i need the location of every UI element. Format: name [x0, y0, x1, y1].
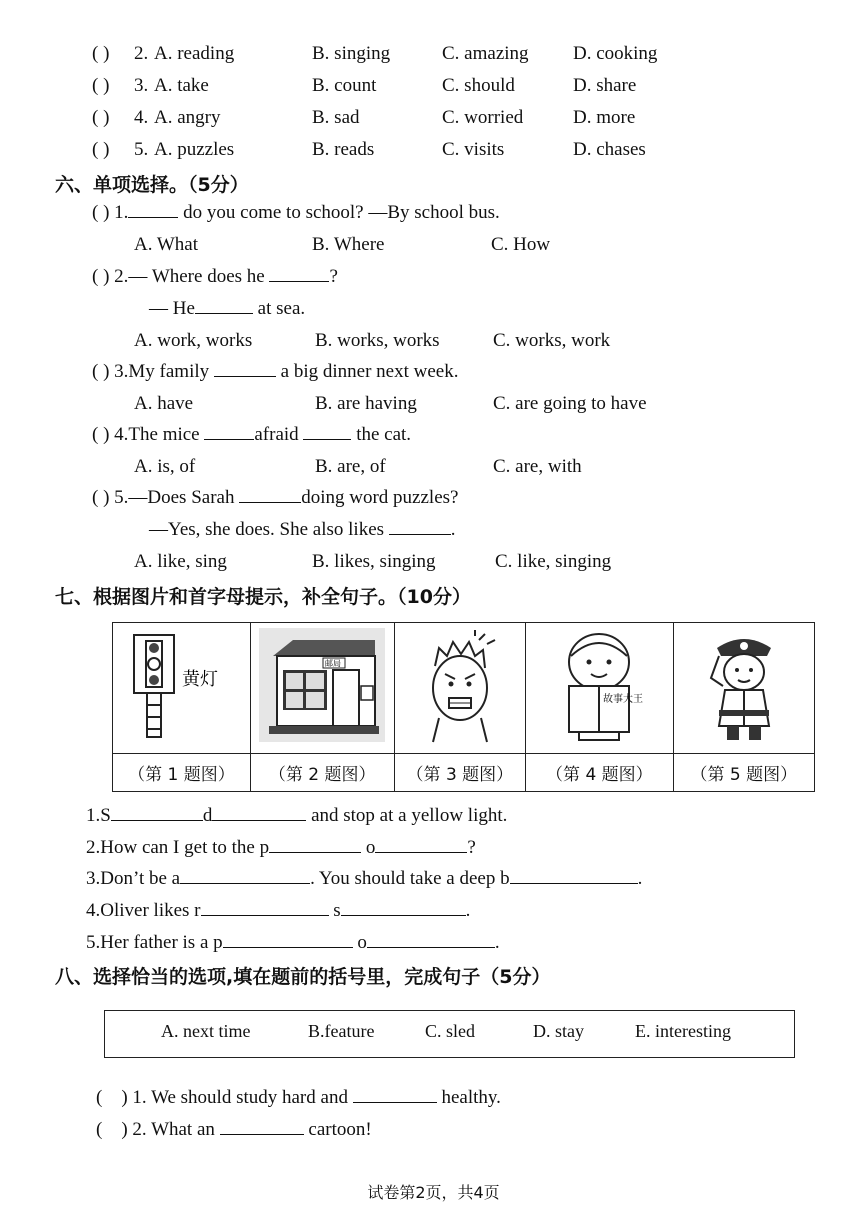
q6-2-opt-c: C. works, work: [493, 330, 611, 351]
section8-heading: 八、选择恰当的选项,填在题前的括号里，完成句子（5分）: [55, 966, 551, 988]
caption-3: （第 3 题图）: [394, 753, 526, 791]
q6-1-opt-c: C. How: [491, 234, 551, 255]
reading-boy-picture: [526, 623, 673, 754]
post-office-sign: 邮局: [325, 659, 342, 669]
q6-1-opt-b: B. Where: [312, 234, 385, 255]
q5-3-bracket: ( ): [92, 75, 110, 96]
q5-5-opt-b: B. reads: [312, 139, 375, 160]
q6-1-opt-a: A. What: [134, 234, 199, 255]
word-b: B.feature: [308, 1021, 375, 1041]
q6-2-opt-a: A. work, works: [134, 330, 253, 351]
q5-2-opt-b: B. singing: [312, 43, 391, 64]
q5-3-number: 3.: [134, 75, 149, 96]
word-c: C. sled: [425, 1021, 476, 1041]
s7-5: 5.Her father is a p o .: [86, 932, 500, 953]
section6-heading: 六、单项选择。（5分）: [55, 174, 249, 196]
q6-2-opt-b: B. works, works: [315, 330, 440, 351]
s7-2: 2.How can I get to the p o ?: [86, 837, 476, 858]
traffic-light-label: 黄灯: [182, 669, 219, 691]
caption-4: （第 4 题图）: [526, 753, 673, 791]
q5-4-opt-b: B. sad: [312, 107, 360, 128]
q5-4-number: 4.: [134, 107, 149, 128]
q5-2-bracket: ( ): [92, 43, 110, 64]
q6-2: ( ) 2.— Where does he ?: [92, 266, 338, 287]
q8-2: ( ) 2. What an cartoon!: [96, 1119, 372, 1140]
q6-5-opt-c: C. like, singing: [495, 551, 612, 572]
q6-4-opt-c: C. are, with: [493, 456, 582, 477]
traffic-light-picture: [113, 623, 251, 754]
q6-4-opt-a: A. is, of: [134, 456, 196, 477]
reading-boy-icon: [539, 626, 659, 744]
q6-5-opt-b: B. likes, singing: [312, 551, 436, 572]
traffic-light-icon: [116, 625, 246, 745]
q5-4-opt-c: C. worried: [442, 107, 524, 128]
caption-2: （第 2 题图）: [250, 753, 394, 791]
q6-4-opt-b: B. are, of: [315, 456, 386, 477]
word-d: D. stay: [533, 1021, 584, 1041]
q5-2-number: 2.: [134, 43, 149, 64]
q6-4: ( ) 4.The mice afraid the cat.: [92, 424, 412, 445]
q6-3-opt-a: A. have: [134, 393, 194, 414]
word-e: E. interesting: [635, 1021, 731, 1041]
q6-5: ( ) 5.—Does Sarah doing word puzzles?: [92, 487, 459, 508]
q6-3: ( ) 3.My family a big dinner next week.: [92, 361, 459, 382]
page-footer: 试卷第2页，共4页: [367, 1183, 500, 1202]
q6-5-opt-a: A. like, sing: [134, 551, 227, 572]
q5-3-opt-d: D. share: [573, 75, 637, 96]
s7-4: 4.Oliver likes r s .: [86, 900, 471, 921]
caption-5: （第 5 题图）: [673, 753, 814, 791]
angry-face-icon: [405, 626, 515, 744]
s7-1: 1.S d and stop at a yellow light.: [86, 805, 508, 826]
q6-3-opt-b: B. are having: [315, 393, 417, 414]
q6-1: ( ) 1. do you come to school? —By school bus.: [92, 202, 500, 223]
section7-heading: 七、根据图片和首字母提示，补全句子。（10分）: [55, 586, 471, 608]
q5-3-opt-b: B. count: [312, 75, 377, 96]
q5-3-opt-a: A. take: [154, 75, 209, 96]
post-office-picture: [250, 623, 394, 754]
q5-5-bracket: ( ): [92, 139, 110, 160]
q8-1: ( ) 1. We should study hard and healthy.: [96, 1087, 501, 1108]
q5-4-opt-a: A. angry: [154, 107, 221, 128]
caption-1: （第 1 题图）: [113, 753, 251, 791]
q6-2-line2: — He at sea.: [149, 298, 306, 319]
book-title: 故事大王: [603, 694, 644, 706]
q5-4-bracket: ( ): [92, 107, 110, 128]
word-bank: [104, 1010, 795, 1058]
q6-3-opt-c: C. are going to have: [493, 393, 647, 414]
picture-table: [112, 622, 815, 792]
q5-5-number: 5.: [134, 139, 149, 160]
q5-4-opt-d: D. more: [573, 107, 636, 128]
q5-2-opt-d: D. cooking: [573, 43, 658, 64]
post-office-icon: [257, 626, 387, 744]
q5-5-opt-a: A. puzzles: [154, 139, 235, 160]
word-a: A. next time: [161, 1021, 251, 1041]
s7-3: 3.Don’t be a . You should take a deep b .: [86, 868, 643, 889]
q5-5-opt-c: C. visits: [442, 139, 505, 160]
q5-2-opt-a: A. reading: [154, 43, 235, 64]
q5-2-opt-c: C. amazing: [442, 43, 529, 64]
angry-boy-picture: [394, 623, 526, 754]
q5-3-opt-c: C. should: [442, 75, 515, 96]
policeman-picture: [673, 623, 814, 754]
policeman-icon: [689, 626, 799, 744]
q5-5-opt-d: D. chases: [573, 139, 646, 160]
q6-5-line2: —Yes, she does. She also likes .: [149, 519, 456, 540]
